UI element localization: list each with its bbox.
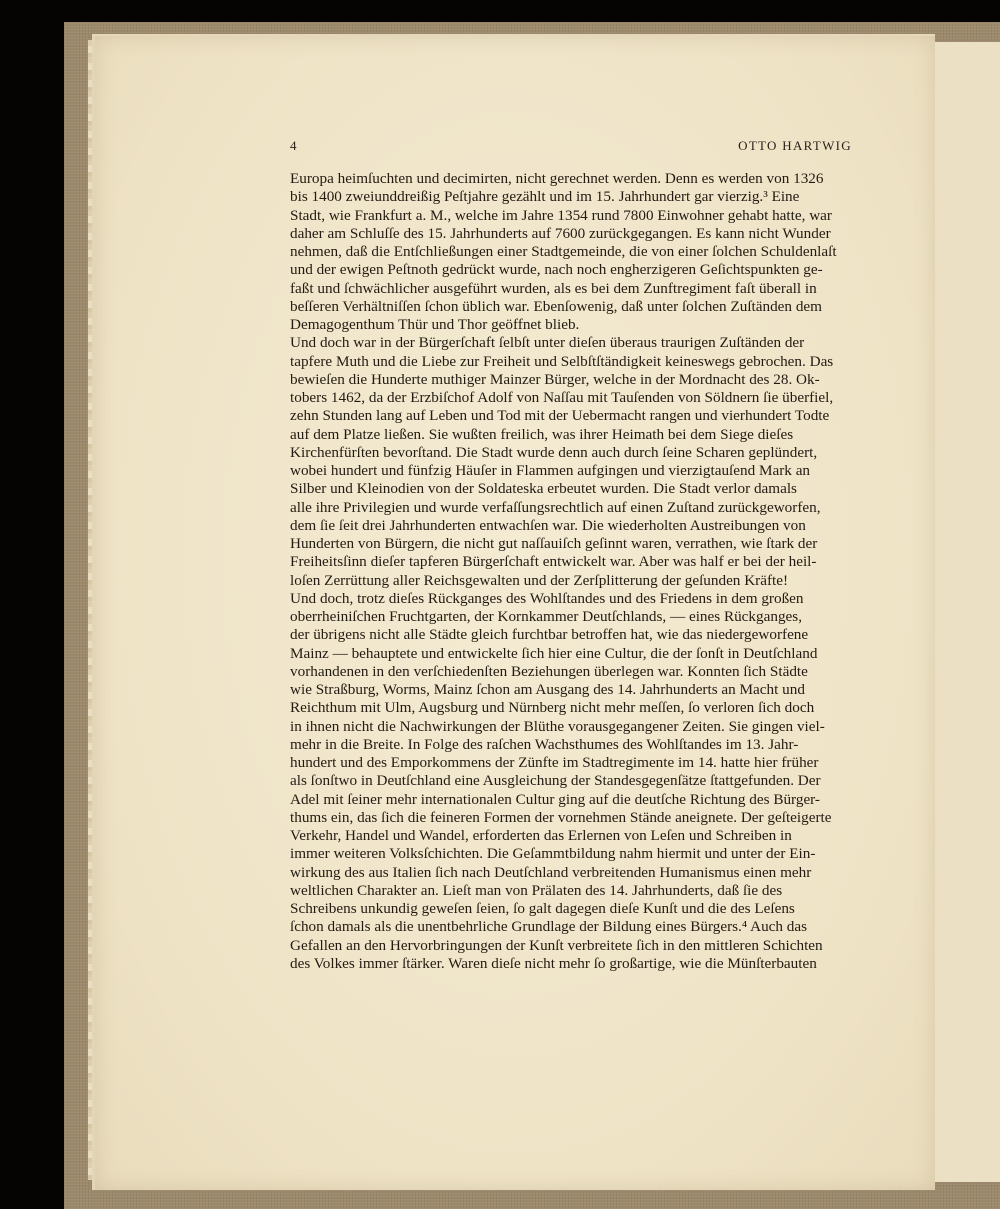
text-line: zehn Stunden lang auf Leben und Tod mit der Uebermacht rangen und vierhundert Todte — [290, 407, 830, 425]
text-line: ſchon damals als die unentbehrliche Grundlage der Bildung eines Bürgers.⁴ Auch das — [290, 918, 808, 936]
text-line: in ihnen nicht die Nachwirkungen der Blüthe vorausgegangener Zeiten. Sie gingen viel- — [290, 717, 825, 735]
text-line: Stadt, wie Frankfurt a. M., welche im Jahre 1354 rund 7800 Einwohner gehabt hatte, war — [290, 206, 832, 224]
text-line: der übrigens nicht alle Städte gleich furchtbar betroffen hat, wie das niedergeworfene — [290, 626, 809, 644]
text-line: hundert und des Emporkommens der Zünfte im Stadtregimente im 14. hatte hier früher — [290, 754, 819, 771]
text-line: weltlichen Charakter an. Lieſt man von Prälaten des 14. Jahrhunderts, daß ſie des — [290, 881, 783, 899]
text-line: tapfere Muth und die Liebe zur Freiheit und Selbſtſtändigkeit keineswegs gebrochen. Das — [290, 352, 834, 370]
text-line: dem ſie ſeit drei Jahrhunderten entwachſen war. Die wiederholten Austreibungen von — [290, 516, 806, 534]
text-line: bewieſen die Hunderte muthiger Mainzer Bürger, welche in der Mordnacht des 28. Ok- — [290, 370, 820, 388]
text-line: immer weiteren Volksſchichten. Die Geſammtbildung nahm hiermit und unter der Ein- — [290, 845, 816, 863]
text-line: faßt und ſchwächlicher ausgeführt wurden, als es bei dem Zunftregiment faſt überall in — [290, 279, 817, 297]
text-line: Demagogenthum Thür und Thor geöffnet blieb. — [290, 316, 580, 333]
text-line: Reichthum mit Ulm, Augsburg und Nürnberg nicht mehr meſſen, ſo verloren ſich doch — [290, 699, 815, 717]
text-line: nehmen, daß die Entſchließungen einer Stadtgemeinde, die von einer ſolchen Schuldenlaſt — [290, 243, 837, 260]
text-line: wie Straßburg, Worms, Mainz ſchon am Ausgang des 14. Jahrhunderts an Macht und — [290, 681, 805, 698]
text-line: auf dem Platze ließen. Sie wußten freilich, was ihrer Heimath bei dem Siege dieſes — [290, 425, 794, 443]
text-line: des Volkes immer ſtärker. Waren dieſe nicht mehr ſo großartige, wie die Münſterbauten — [290, 954, 817, 972]
text-line: wobei hundert und fünfzig Häuſer in Flammen aufgingen und vierzigtauſend Mark an — [290, 462, 811, 479]
text-line: beſſeren Verhältniſſen ſchon üblich war. Ebenſowenig, daß unter ſolchen Zuſtänden dem — [290, 297, 822, 315]
text-line: Gefallen an den Hervorbringungen der Kunſt verbreitete ſich in den mittleren Schichten — [290, 936, 823, 954]
text-line: mehr in die Breite. In Folge des raſchen Wachsthumes des Wohlſtandes im 13. Jahr- — [290, 735, 799, 753]
text-line: Europa heimſuchten und decimirten, nicht gerechnet werden. Denn es werden von 1326 — [290, 170, 824, 187]
text-line: thums ein, das ſich die feineren Formen der vornehmen Stände aneignete. Der geſteigerte — [290, 808, 832, 826]
text-line: oberrheiniſchen Fruchtgarten, der Kornkammer Deutſchlands, — eines Rückganges, — [290, 608, 802, 625]
text-line: Und doch, trotz dieſes Rückganges des Wohlſtandes und des Friedens in dem großen — [290, 589, 804, 607]
text-line: daher am Schluſſe des 15. Jahrhunderts auf 7600 zurückgegangen. Es kann nicht Wunder — [290, 224, 831, 242]
text-line: Kirchenfürſten bevorſtand. Die Stadt wurde denn auch durch ſeine Scharen geplündert, — [290, 443, 818, 461]
text-line: Schreibens unkundig geweſen ſeien, ſo galt dagegen dieſe Kunſt und die des Leſens — [290, 900, 795, 917]
page-number: 4 — [290, 138, 297, 153]
text-line: bis 1400 zweiunddreißig Peſtjahre gezählt und im 15. Jahrhundert gar vierzig.³ Eine — [290, 188, 800, 206]
text-line: Hunderten von Bürgern, die nicht gut naſſauiſch geſinnt waren, verrathen, wie ſtark der — [290, 535, 818, 552]
text-line: tobers 1462, da der Erzbiſchof Adolf von Naſſau mit Tauſenden von Söldnern ſie überfiel, — [290, 389, 834, 406]
text-line: Verkehr, Handel und Wandel, erforderten das Erlernen von Leſen und Schreiben in — [290, 827, 792, 844]
text-line: alle ihre Privilegien und wurde verfaſſungsrechtlich auf einen Zuſtand zurückgeworfen, — [290, 498, 821, 516]
text-line: und der ewigen Peſtnoth gedrückt wurde, nach noch engherzigeren Geſichtspunkten ge- — [290, 261, 823, 279]
running-head: OTTO HARTWIG — [738, 138, 852, 153]
text-line: Freiheitsſinn dieſer tapferen Bürgerſchaft entwickelt war. Aber was half er bei der heil- — [290, 553, 817, 571]
text-line: vorhandenen in den verſchiedenſten Beziehungen überlegen war. Konnten ſich Städte — [290, 662, 808, 680]
text-line: Adel mit ſeiner mehr internationalen Cultur ging auf die deutſche Richtung des Bürger- — [290, 790, 820, 808]
text-line: Silber und Kleinodien von der Soldateska erbeutet wurden. Die Stadt verlor damals — [290, 480, 797, 498]
text-line: wirkung des aus Italien ſich nach Deutſchland verbreitenden Humanismus einen mehr — [290, 863, 812, 881]
text-line: als ſonſtwo in Deutſchland eine Ausgleichung der Standesgegenſätze ſtattgefunden. Der — [290, 772, 821, 790]
text-line: Und doch war in der Bürgerſchaft ſelbſt unter dieſen überaus traurigen Zuſtänden der — [290, 334, 805, 352]
body-text — [290, 170, 852, 973]
facing-page-edge — [930, 42, 1000, 1182]
text-line: loſen Zerrüttung aller Reichsgewalten und der Zerſplitterung der geſunden Kräfte! — [290, 571, 789, 589]
text-line: Mainz — behauptete und entwickelte ſich hier eine Cultur, die der ſonſt in Deutſchland — [290, 644, 818, 662]
